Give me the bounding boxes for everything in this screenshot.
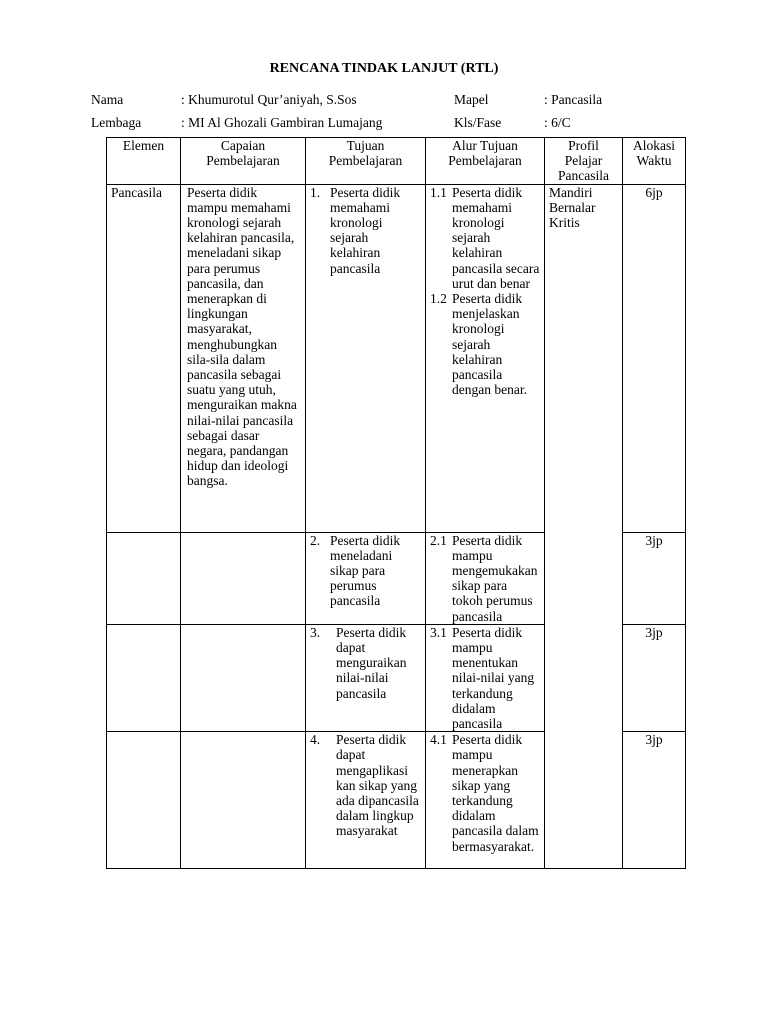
alur-cell xyxy=(426,532,545,624)
lembaga-value: : MI Al Ghozali Gambiran Lumajang xyxy=(181,115,383,130)
alur-cell xyxy=(426,624,545,731)
tujuan-cell xyxy=(306,732,426,869)
tujuan-number: 2. xyxy=(310,532,321,548)
table-header-row xyxy=(107,138,686,185)
nama-label: Nama xyxy=(91,92,124,107)
alur-item xyxy=(430,291,540,397)
tujuan-cell xyxy=(306,532,426,624)
alokasi-cell: 3jp xyxy=(623,624,686,731)
alur-text: Peserta didik mampu mengemukakan sikap para tokoh perumus pancasila xyxy=(452,532,538,624)
capaian-cell: Peserta didik mampu memahami kronologi sejarah kelahiran pancasila, meneladani sikap para perumus pancasila, dan menerapkan di lingkungan masyarakat, menghubungkan sila-sila dalam pancasila sebagai suatu yang utuh, menguraikan makna nilai-nilai pancasila sebagai dasar negara, pandangan hidup dan ideologi bangsa. xyxy=(181,184,306,532)
alur-number: 1.1 xyxy=(430,184,447,200)
alur-text: Peserta didik menjelaskan kronologi sejarah kelahiran pancasila dengan benar. xyxy=(452,291,527,398)
mapel-value: : Pancasila xyxy=(544,92,603,107)
capaian-cell-empty xyxy=(181,624,306,731)
alur-number: 4.1 xyxy=(430,732,447,748)
header-alur: Alur Tujuan Pembelajaran xyxy=(426,138,545,185)
tujuan-text: Peserta didik dapat menguraikan nilai-nilai pancasila xyxy=(336,624,407,701)
header-capaian: Capaian Pembelajaran xyxy=(181,138,306,185)
alur-cell xyxy=(426,184,545,532)
header-elemen: Elemen xyxy=(107,138,181,185)
alur-item xyxy=(430,185,540,291)
alur-number: 1.2 xyxy=(430,291,447,307)
alokasi-cell: 6jp xyxy=(623,184,686,532)
alur-number: 2.1 xyxy=(430,532,447,548)
document-title: RENCANA TINDAK LANJUT (RTL) xyxy=(269,61,499,76)
header-tujuan: Tujuan Pembelajaran xyxy=(306,138,426,185)
tujuan-cell xyxy=(306,184,426,532)
alur-text: Peserta didik mampu menerapkan sikap yang terkandung didalam pancasila dalam bermasyarakat. xyxy=(452,732,539,854)
tujuan-item xyxy=(310,625,421,701)
tujuan-text: Peserta didik memahami kronologi sejarah kelahiran pancasila xyxy=(330,184,401,276)
mapel-label: Mapel xyxy=(454,92,489,107)
alokasi-cell: 3jp xyxy=(623,532,686,624)
elemen-cell-empty xyxy=(107,732,181,869)
nama-value: : Khumurotul Qur’aniyah, S.Sos xyxy=(181,92,357,107)
tujuan-cell xyxy=(306,624,426,731)
alur-text: Peserta didik memahami kronologi sejarah kelahiran pancasila secara urut dan benar xyxy=(452,184,540,291)
alur-item xyxy=(430,732,540,854)
alur-item xyxy=(430,533,540,624)
profil-cell: Mandiri Bernalar Kritis xyxy=(545,184,623,869)
capaian-cell-empty xyxy=(181,532,306,624)
tujuan-item xyxy=(310,533,421,609)
capaian-cell-empty xyxy=(181,732,306,869)
kls-value: : 6/C xyxy=(544,115,571,130)
elemen-cell-empty xyxy=(107,624,181,731)
kls-label: Kls/Fase xyxy=(454,115,502,130)
tujuan-number: 1. xyxy=(310,184,321,200)
alokasi-cell: 3jp xyxy=(623,732,686,869)
tujuan-text: Peserta didik meneladani sikap para perumus pancasila xyxy=(330,532,401,609)
alur-number: 3.1 xyxy=(430,624,447,640)
tujuan-text: Peserta didik dapat mengaplikasi kan sikap yang ada dipancasila dalam lingkup masyarakat xyxy=(336,732,419,839)
rtl-table xyxy=(106,137,686,869)
header-alokasi: Alokasi Waktu xyxy=(623,138,686,185)
alur-text: Peserta didik mampu menentukan nilai-nilai yang terkandung didalam pancasila xyxy=(452,624,535,732)
tujuan-number: 4. xyxy=(310,732,321,748)
alur-item xyxy=(430,625,540,731)
table-row xyxy=(107,184,686,532)
header-profil: Profil Pelajar Pancasila xyxy=(545,138,623,185)
tujuan-number: 3. xyxy=(310,624,321,640)
elemen-cell: Pancasila xyxy=(107,184,181,532)
lembaga-label: Lembaga xyxy=(91,115,142,130)
tujuan-item xyxy=(310,185,421,276)
elemen-cell-empty xyxy=(107,532,181,624)
alur-cell xyxy=(426,732,545,869)
tujuan-item xyxy=(310,732,421,838)
